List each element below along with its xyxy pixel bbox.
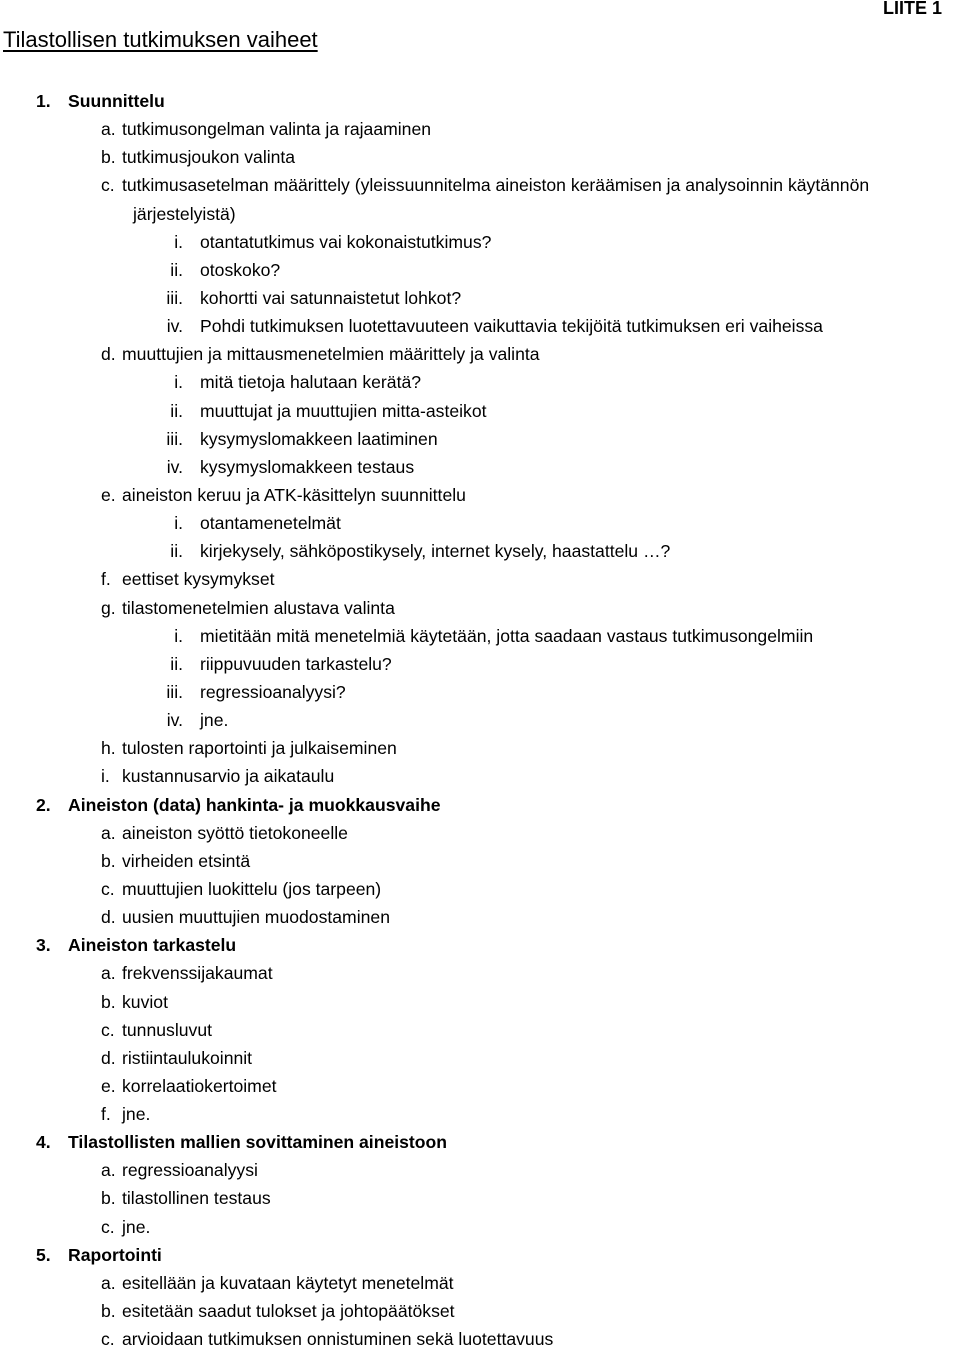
item-marker: d. bbox=[101, 907, 116, 928]
outline-item bbox=[0, 903, 960, 931]
item-text: esitellään ja kuvataan käytetyt menetelmät bbox=[122, 1272, 454, 1293]
item-marker: b. bbox=[101, 147, 116, 168]
item-text: tilastollinen testaus bbox=[122, 1188, 271, 1209]
item-text: Tilastollisten mallien sovittaminen aineistoon bbox=[68, 1132, 448, 1153]
outline-item bbox=[0, 847, 960, 875]
item-text: esitetään saadut tulokset ja johtopäätökset bbox=[122, 1301, 455, 1322]
item-marker: i. bbox=[174, 625, 183, 646]
item-marker: b. bbox=[101, 1188, 116, 1209]
section-heading bbox=[0, 1128, 960, 1156]
outline-item bbox=[0, 453, 960, 481]
item-marker: a. bbox=[101, 822, 116, 843]
outline-item bbox=[0, 200, 960, 228]
item-marker: ii. bbox=[170, 541, 183, 562]
outline-item bbox=[0, 706, 960, 734]
item-text: otoskoko? bbox=[200, 259, 281, 280]
item-text: regressioanalyysi? bbox=[200, 681, 346, 702]
outline-item bbox=[0, 565, 960, 593]
item-text: virheiden etsintä bbox=[122, 850, 251, 871]
item-text: jne. bbox=[122, 1216, 151, 1237]
outline-item bbox=[0, 1100, 960, 1128]
section-heading bbox=[0, 791, 960, 819]
outline-item bbox=[0, 678, 960, 706]
item-text: regressioanalyysi bbox=[122, 1160, 258, 1181]
item-marker: i. bbox=[174, 231, 183, 252]
item-text: ristiintaulukoinnit bbox=[122, 1047, 253, 1068]
item-text: Aineiston (data) hankinta- ja muokkausvaihe bbox=[68, 794, 441, 815]
item-text: uusien muuttujien muodostaminen bbox=[122, 907, 390, 928]
item-text: kirjekysely, sähköpostikysely, internet kysely, haastattelu …? bbox=[200, 541, 671, 562]
item-marker: iv. bbox=[166, 316, 183, 337]
item-text: arvioidaan tutkimuksen onnistuminen sekä luotettavuus bbox=[122, 1329, 554, 1350]
item-marker: h. bbox=[101, 738, 116, 759]
item-marker: c. bbox=[101, 1216, 115, 1237]
item-marker: c. bbox=[101, 878, 115, 899]
item-text: korrelaatiokertoimet bbox=[122, 1075, 277, 1096]
item-text: jne. bbox=[122, 1104, 151, 1125]
section-heading bbox=[0, 1241, 960, 1269]
outline-item bbox=[0, 1269, 960, 1297]
item-marker: i. bbox=[174, 513, 183, 534]
outline-item bbox=[0, 762, 960, 790]
item-text: eettiset kysymykset bbox=[122, 569, 275, 590]
outline-item bbox=[0, 397, 960, 425]
item-text: kysymyslomakkeen testaus bbox=[200, 456, 415, 477]
outline-item bbox=[0, 1156, 960, 1184]
item-marker: 1. bbox=[36, 91, 51, 111]
item-marker: iv. bbox=[166, 456, 183, 477]
item-marker: f. bbox=[101, 1104, 111, 1125]
appendix-label: LIITE 1 bbox=[882, 0, 942, 18]
outline-item bbox=[0, 622, 960, 650]
item-marker: 2. bbox=[36, 794, 51, 815]
outline-item bbox=[0, 537, 960, 565]
item-text: otantamenetelmät bbox=[200, 513, 341, 534]
outline-item bbox=[0, 959, 960, 987]
item-marker: iii. bbox=[166, 287, 183, 308]
outline-item bbox=[0, 650, 960, 678]
outline-item bbox=[0, 1297, 960, 1325]
item-text: mietitään mitä menetelmiä käytetään, jotta saadaan vastaus tutkimusongelmiin bbox=[200, 625, 814, 646]
section-heading bbox=[0, 87, 960, 115]
item-text: tilastomenetelmien alustava valinta bbox=[122, 597, 395, 618]
item-marker: iv. bbox=[166, 710, 183, 731]
outline-item bbox=[0, 425, 960, 453]
item-marker: g. bbox=[101, 597, 116, 618]
item-marker: ii. bbox=[170, 400, 183, 421]
outline-item bbox=[0, 368, 960, 396]
item-text: muuttujien luokittelu (jos tarpeen) bbox=[122, 878, 382, 899]
item-marker: 4. bbox=[36, 1132, 51, 1153]
item-marker: a. bbox=[101, 963, 116, 984]
item-marker: c. bbox=[101, 175, 115, 196]
outline-item bbox=[0, 143, 960, 171]
item-text: kohortti vai satunnaistetut lohkot? bbox=[200, 287, 462, 308]
item-marker: b. bbox=[101, 991, 116, 1012]
item-text: järjestelyistä) bbox=[133, 203, 236, 224]
document-title: Tilastollisen tutkimuksen vaiheet bbox=[3, 27, 318, 52]
outline-item bbox=[0, 340, 960, 368]
item-text: riippuvuuden tarkastelu? bbox=[200, 653, 392, 674]
item-marker: iii. bbox=[166, 428, 183, 449]
item-marker: c. bbox=[101, 1019, 115, 1040]
item-marker: 5. bbox=[36, 1244, 51, 1265]
item-marker: b. bbox=[101, 850, 116, 871]
item-marker: a. bbox=[101, 1272, 116, 1293]
item-marker: b. bbox=[101, 1301, 116, 1322]
outline-item bbox=[0, 988, 960, 1016]
outline-item bbox=[0, 115, 960, 143]
outline-item bbox=[0, 228, 960, 256]
item-marker: 3. bbox=[36, 935, 51, 956]
item-marker: c. bbox=[101, 1329, 115, 1350]
item-text: tunnusluvut bbox=[122, 1019, 212, 1040]
item-text: Aineiston tarkastelu bbox=[68, 935, 237, 956]
outline-item bbox=[0, 1016, 960, 1044]
section-heading bbox=[0, 931, 960, 959]
item-text: kysymyslomakkeen laatiminen bbox=[200, 428, 438, 449]
item-text: tutkimusongelman valinta ja rajaaminen bbox=[122, 119, 432, 140]
item-text: aineiston syöttö tietokoneelle bbox=[122, 822, 348, 843]
item-text: jne. bbox=[200, 710, 229, 731]
item-marker: e. bbox=[101, 1075, 116, 1096]
item-text: otantatutkimus vai kokonaistutkimus? bbox=[200, 231, 492, 252]
item-text: tutkimusasetelman määrittely (yleissuunnitelma aineiston keräämisen ja analysoinnin käytännön bbox=[122, 175, 870, 196]
item-text: aineiston keruu ja ATK-käsittelyn suunnittelu bbox=[122, 484, 466, 505]
item-text: muuttujat ja muuttujien mitta-asteikot bbox=[200, 400, 487, 421]
outline-item bbox=[0, 1044, 960, 1072]
item-marker: d. bbox=[101, 1047, 116, 1068]
item-text: frekvenssijakaumat bbox=[122, 963, 273, 984]
item-text: tutkimusjoukon valinta bbox=[122, 147, 296, 168]
item-text: Raportointi bbox=[68, 1244, 162, 1265]
outline-item bbox=[0, 819, 960, 847]
item-text: kuviot bbox=[122, 991, 168, 1012]
outline-item bbox=[0, 509, 960, 537]
item-marker: ii. bbox=[170, 259, 183, 280]
item-marker: iii. bbox=[166, 681, 183, 702]
outline-item bbox=[0, 284, 960, 312]
outline-list bbox=[0, 87, 960, 1353]
outline-item bbox=[0, 734, 960, 762]
item-marker: f. bbox=[101, 569, 111, 590]
item-text: Pohdi tutkimuksen luotettavuuteen vaikuttavia tekijöitä tutkimuksen eri vaiheissa bbox=[200, 316, 823, 337]
outline-item bbox=[0, 875, 960, 903]
item-text: tulosten raportointi ja julkaiseminen bbox=[122, 738, 397, 759]
outline-item bbox=[0, 594, 960, 622]
outline-item bbox=[0, 312, 960, 340]
outline-item bbox=[0, 171, 960, 199]
item-marker: ii. bbox=[170, 653, 183, 674]
item-text: mitä tietoja halutaan kerätä? bbox=[200, 372, 422, 393]
outline-item bbox=[0, 1072, 960, 1100]
outline-item bbox=[0, 256, 960, 284]
outline-item bbox=[0, 481, 960, 509]
item-text: muuttujien ja mittausmenetelmien määrittely ja valinta bbox=[122, 344, 540, 365]
item-marker: i. bbox=[101, 766, 110, 787]
item-marker: a. bbox=[101, 119, 116, 140]
item-text: Suunnittelu bbox=[68, 91, 165, 111]
item-text: kustannusarvio ja aikataulu bbox=[122, 766, 335, 787]
item-marker: d. bbox=[101, 344, 116, 365]
item-marker: e. bbox=[101, 484, 116, 505]
outline-item bbox=[0, 1213, 960, 1241]
item-marker: i. bbox=[174, 372, 183, 393]
item-marker: a. bbox=[101, 1160, 116, 1181]
outline-item bbox=[0, 1184, 960, 1212]
